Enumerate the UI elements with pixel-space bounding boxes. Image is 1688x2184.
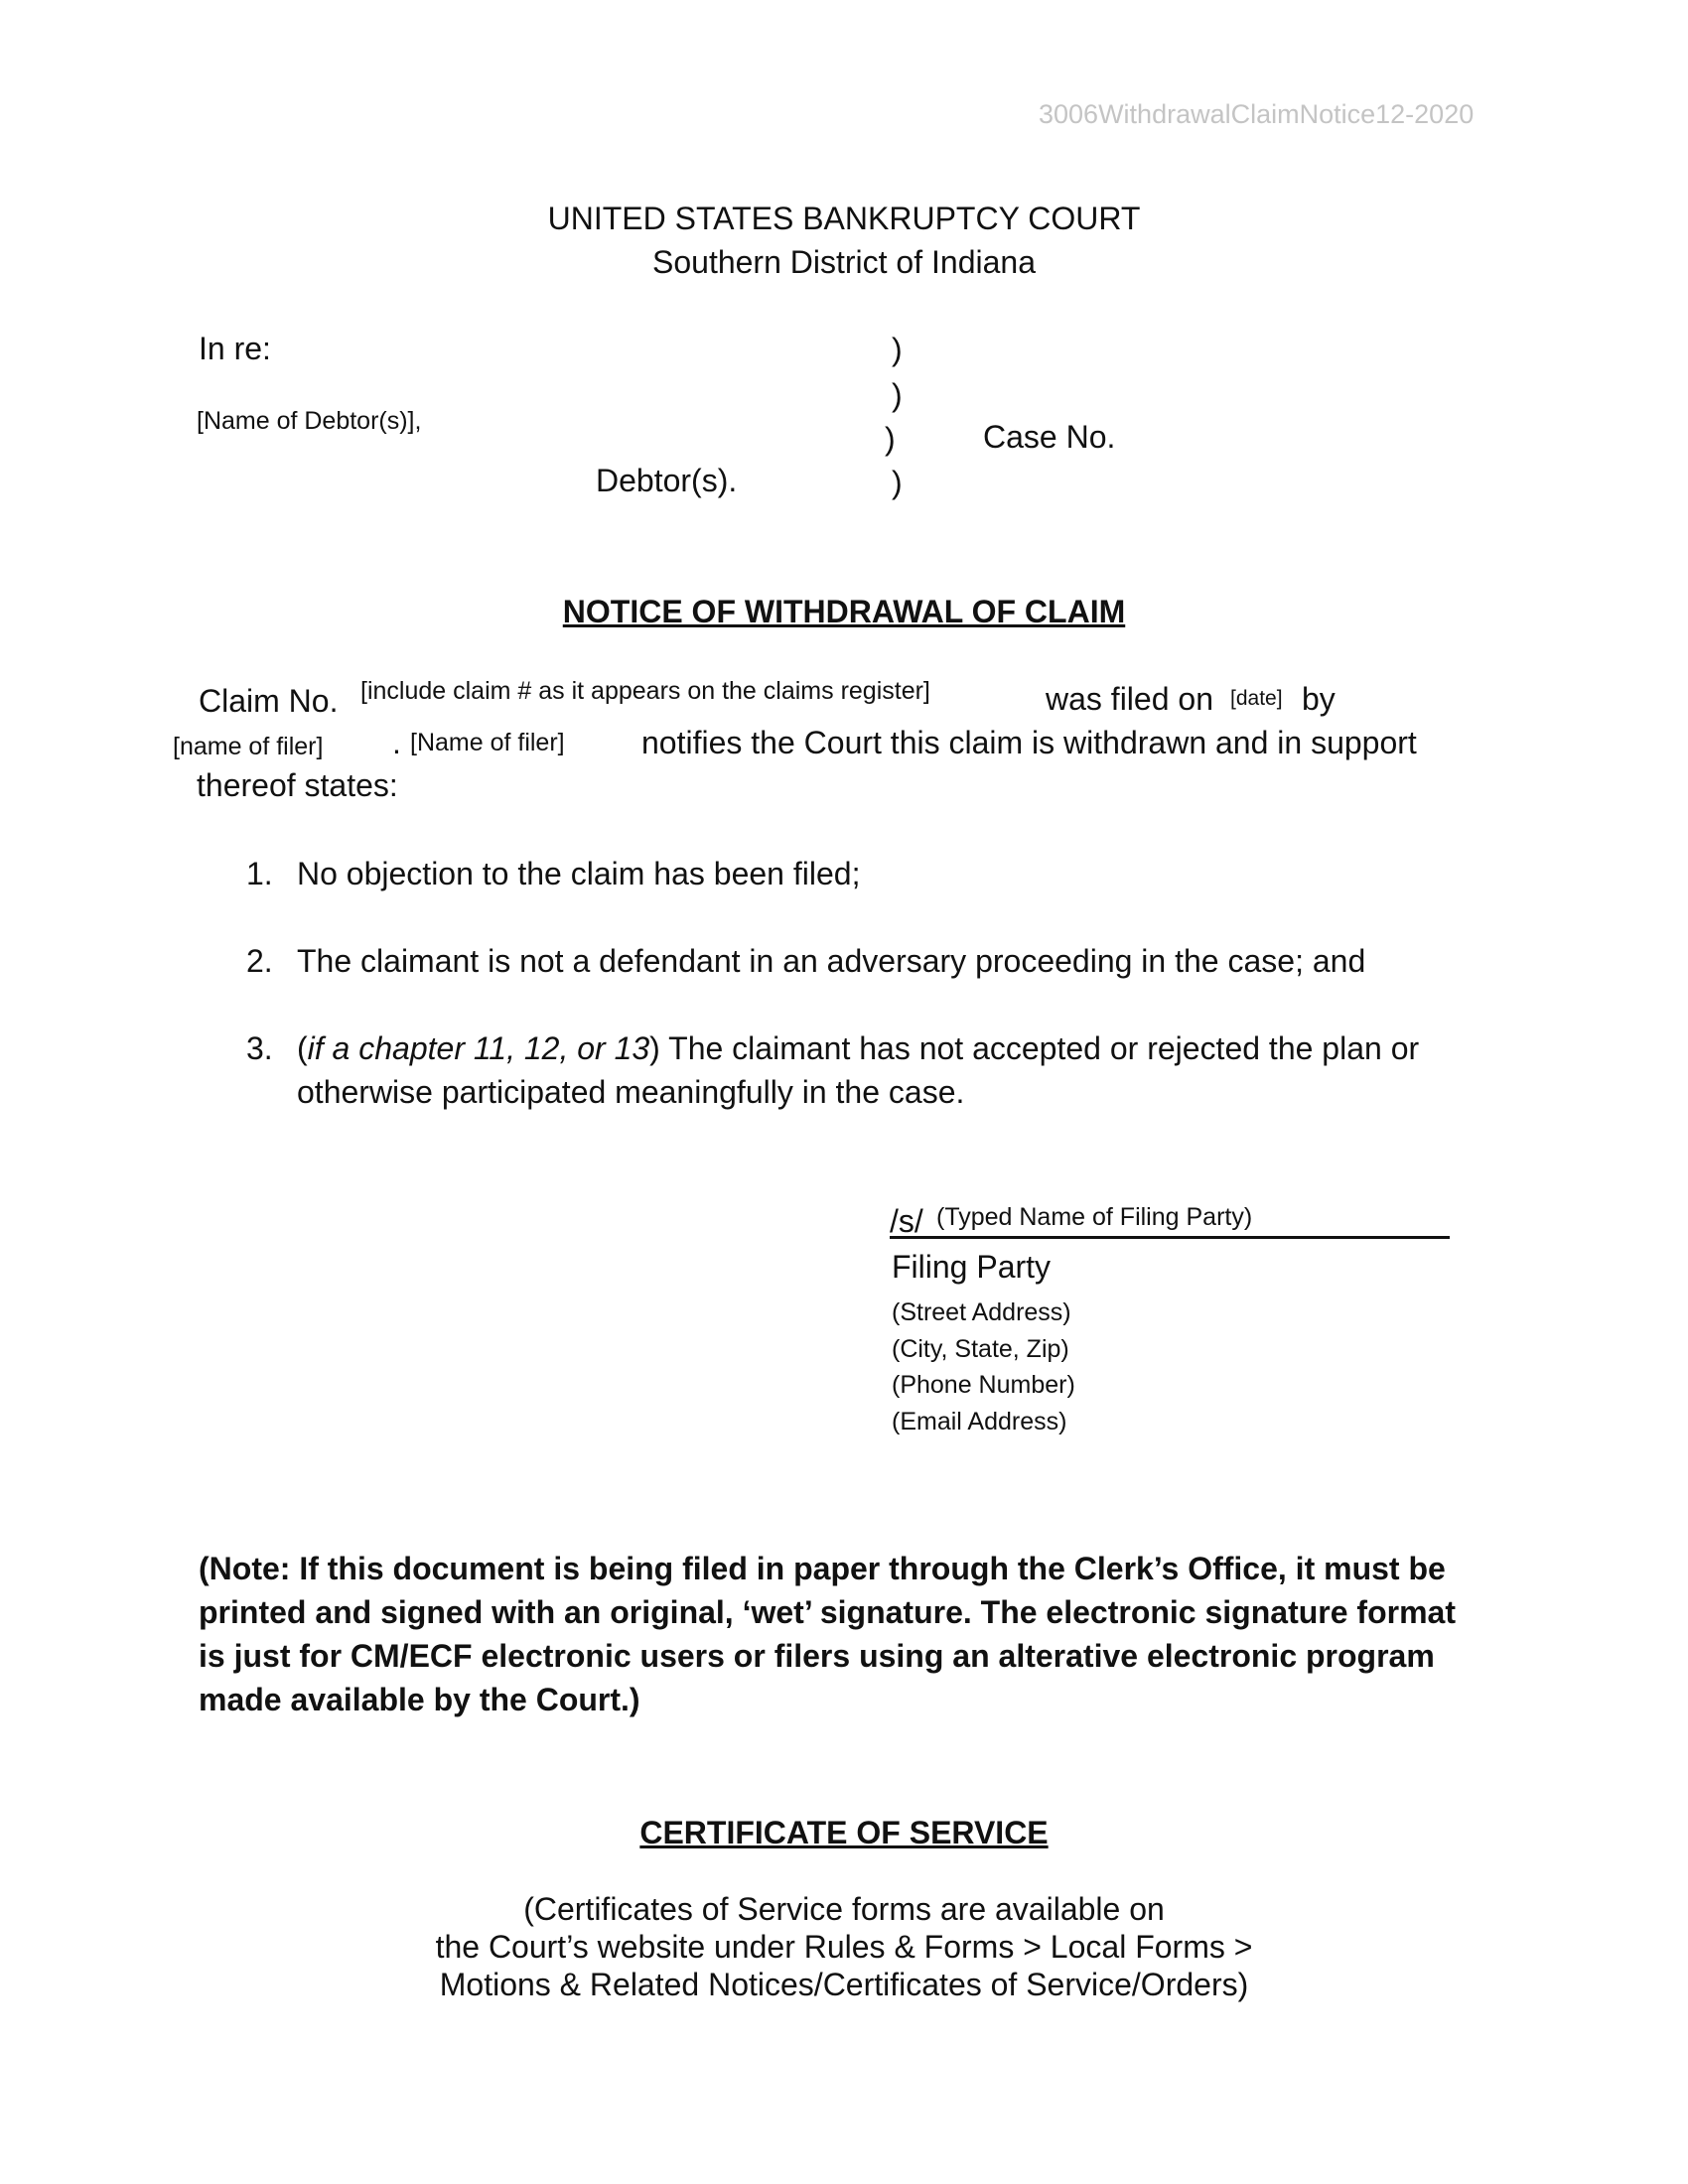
case-no-label: Case No. <box>983 419 1116 455</box>
form-id: 3006WithdrawalClaimNotice12-2020 <box>1039 99 1475 129</box>
email-address: (Email Address) <box>892 1408 1067 1435</box>
notifies-text: notifies the Court this claim is withdrawn and in support <box>641 725 1417 760</box>
period: . <box>392 725 401 760</box>
caption-paren: ) <box>892 465 903 500</box>
list-item-number: 3. <box>246 1030 273 1066</box>
phone-number: (Phone Number) <box>892 1371 1075 1399</box>
document-title: NOTICE OF WITHDRAWAL OF CLAIM <box>562 594 1126 629</box>
certificate-title: CERTIFICATE OF SERVICE <box>639 1815 1049 1850</box>
filed-on-label: was filed on <box>1046 681 1213 717</box>
by-label: by <box>1302 681 1336 717</box>
caption-paren: ) <box>885 421 896 457</box>
court-name: UNITED STATES BANKRUPTCY COURT <box>547 201 1141 236</box>
list-item-text <box>297 1030 1419 1067</box>
slash-s-signature: /s/ <box>890 1203 923 1239</box>
list-item-text-continued: otherwise participated meaningfully in the case. <box>297 1074 965 1110</box>
debtor-label: Debtor(s). <box>596 463 738 498</box>
list-item-text-main: The claimant has not accepted or rejected the plan or <box>659 1030 1420 1066</box>
chapter-qualifier: if a chapter 11, 12, or 13 <box>307 1030 650 1066</box>
filing-note: (Note: If this document is being filed in paper through the Clerk’s Office, it must be printed and signed with an original, ‘wet’ signature. The electronic signature format is just for CM/ECF electronic users or filers using an alterative electronic program made available by the Court.) <box>199 1551 1456 1717</box>
date-placeholder: [date] <box>1230 687 1283 710</box>
city-state-zip: (City, State, Zip) <box>892 1335 1069 1363</box>
list-item-text: No objection to the claim has been filed; <box>297 856 861 891</box>
in-re-label: In re: <box>199 331 271 366</box>
certificate-line: Motions & Related Notices/Certificates of Service/Orders) <box>439 1967 1249 2002</box>
typed-name: (Typed Name of Filing Party) <box>936 1203 1253 1231</box>
list-item-text: The claimant is not a defendant in an adversary proceeding in the case; and <box>297 943 1366 979</box>
list-item-number: 2. <box>246 943 273 979</box>
claim-no-placeholder: [include claim # as it appears on the claims register] <box>360 677 930 705</box>
close-paren: ) <box>649 1030 660 1066</box>
thereof-text: thereof states: <box>197 767 398 803</box>
filer-placeholder-2: [Name of filer] <box>410 729 565 756</box>
filing-party-label: Filing Party <box>892 1249 1052 1285</box>
claim-no-label: Claim No. <box>199 683 339 719</box>
open-paren: ( <box>297 1030 308 1066</box>
list-item-number: 1. <box>246 856 273 891</box>
caption-paren: ) <box>892 377 903 413</box>
signature-line <box>890 1236 1450 1239</box>
caption-paren: ) <box>892 332 903 367</box>
certificate-line: the Court’s website under Rules & Forms > Local Forms > <box>435 1929 1253 1965</box>
street-address: (Street Address) <box>892 1298 1071 1326</box>
debtor-name-placeholder: [Name of Debtor(s)], <box>197 407 422 435</box>
court-district: Southern District of Indiana <box>652 244 1036 280</box>
filer-placeholder-1: [name of filer] <box>173 733 324 760</box>
certificate-line: (Certificates of Service forms are available on <box>523 1891 1165 1927</box>
